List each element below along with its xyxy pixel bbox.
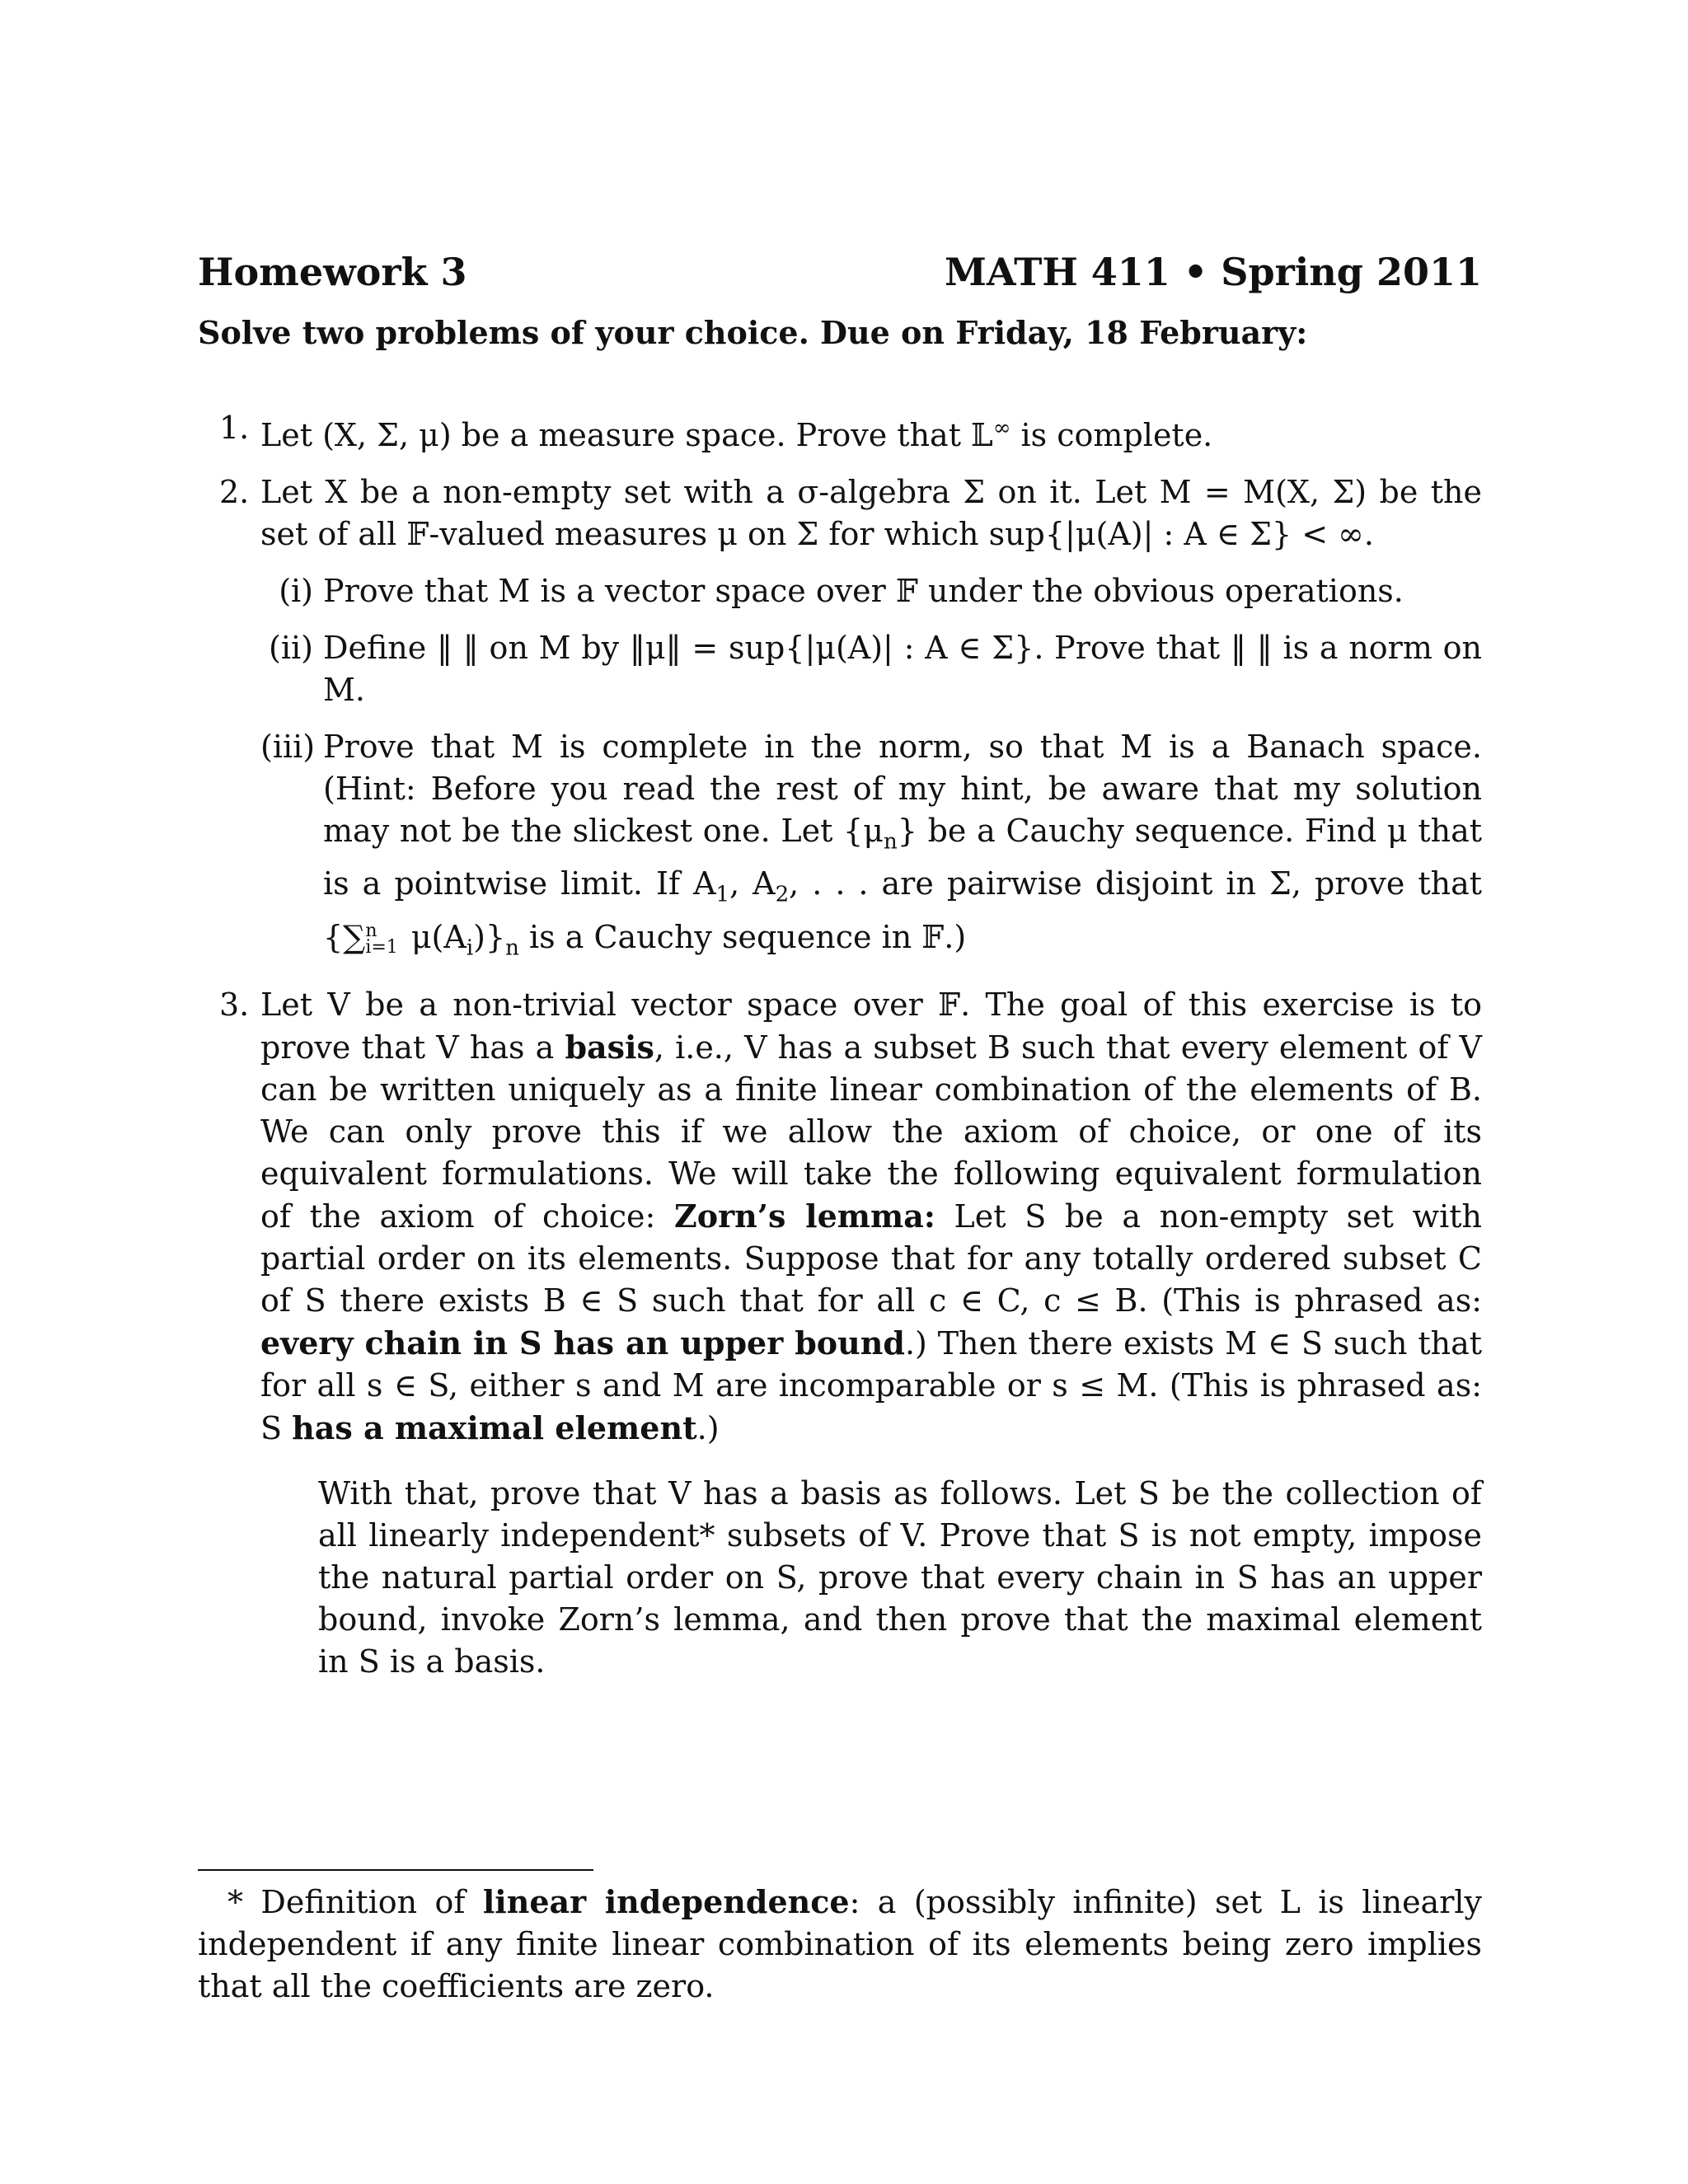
subpart-ii (260, 627, 1482, 711)
text-segment: μ(A (401, 918, 467, 955)
text-segment: is a Cauchy sequence in 𝔽.) (518, 918, 967, 955)
instructions: Solve two problems of your choice. Due on Friday, 18 February: (198, 314, 1308, 351)
infinity-superscript: ∞ (992, 415, 1011, 440)
subscript: 1 (715, 882, 730, 907)
subscript: n (883, 829, 898, 855)
header (198, 247, 1482, 305)
bold-term-chain-upper-bound: every chain in S has an upper bound (260, 1324, 905, 1362)
subscript: n (505, 935, 519, 961)
course-info: MATH 411 • Spring 2011 (945, 250, 1482, 294)
text-segment: Prove that M is complete in the norm, so that M is a Banach space. (Hint: Before you read the rest of my hint, be aware that my solution may not be the slickest one. Let {μ (323, 728, 1482, 849)
problem-number: 1. (219, 410, 250, 446)
bold-term-linear-independence: linear independence (482, 1883, 850, 1920)
subpart-label: (i) (279, 572, 313, 609)
sum-limits (365, 923, 397, 956)
problem-3-paragraph: With that, prove that V has a basis as follows. Let S be the collection of all linearly independent* subsets of V. Prove that S is not empty, impose the natural partial order on S, prove that every chain in S has an upper bound, invoke Zorn’s lemma, and then prove that the maximal element in S is a basis. (318, 1475, 1482, 1680)
problem-text (260, 417, 1212, 453)
bold-term-zorns-lemma: Zorn’s lemma: (674, 1197, 935, 1235)
problem-1 (198, 407, 1482, 457)
bold-term-maximal-element: has a maximal element (292, 1409, 697, 1447)
text-segment: , . . . are pairwise disjoint in Σ, prove that {∑ (323, 865, 1482, 955)
problem-text: Let X be a non-empty set with a σ-algebra Σ on it. Let M = M(X, Σ) be the set of all 𝔽-valued measures μ on Σ for which sup{|μ(A)| : A ∈ Σ} < ∞. (260, 473, 1482, 552)
footnote (198, 1881, 1482, 2008)
subscript: 2 (775, 882, 790, 907)
text-segment: } be a Cauchy sequence. Find μ that is a pointwise limit. If A (323, 812, 1482, 902)
problem-text (260, 984, 1482, 1450)
sum-lower-limit: i=1 (365, 937, 398, 958)
subpart-text (323, 728, 1482, 961)
subpart-label: (ii) (269, 629, 313, 666)
subpart-i (260, 570, 1482, 612)
problem-1-text-a: Let (X, Σ, μ) be a measure space. Prove that 𝕃 (260, 416, 993, 453)
sum-upper-limit: n (365, 921, 377, 942)
subpart-iii (260, 726, 1482, 970)
text-segment: Let V be a non-trivial vector space over 𝔽. The goal of this exercise is to prove that V has a (260, 987, 1482, 1066)
problem-3 (198, 984, 1482, 1683)
text-segment: , i.e., V has a subset B such that every element of V can be written uniquely as a finite linear combination of the elements of B. We can only prove this if we allow the axiom of choice, or one of its equivalent formulations. We will take the following equivalent formulation of the axiom of choice: (260, 1029, 1482, 1235)
footnote-text: : a (possibly infinite) set L is linearly independent if any finite linear combination of its elements being zero implies that all the coefficients are zero. (198, 1884, 1482, 2004)
subpart-label: (iii) (260, 728, 316, 765)
problem-list (198, 407, 1482, 1698)
text-segment: Let S be a non-empty set with partial order on its elements. Suppose that for any totally ordered subset C of S there exists B ∈ S such that for all c ∈ C, c ≤ B. (This is phrased as: (260, 1198, 1482, 1319)
subpart-text: Prove that M is a vector space over 𝔽 under the obvious operations. (323, 572, 1404, 609)
subscript: i (466, 935, 474, 961)
footnote-text: Definition of (243, 1884, 483, 1920)
problem-1-text-b: is complete. (1010, 416, 1213, 453)
bold-term-basis: basis (565, 1029, 654, 1066)
problem-2 (198, 471, 1482, 970)
text-segment: .) (696, 1410, 720, 1447)
homework-title: Homework 3 (198, 250, 467, 294)
text-segment: )} (473, 918, 506, 955)
text-segment: , A (729, 865, 776, 902)
text-segment: .) Then there exists M ∈ S such that for all s ∈ S, either s and M are incomparable or s ≤ M. (This is phrased as: S (260, 1325, 1482, 1447)
footnote-rule (198, 1869, 593, 1871)
problem-number: 3. (219, 987, 250, 1024)
problem-number: 2. (219, 473, 250, 510)
footnote-marker: * (227, 1884, 243, 1920)
subpart-text: Define ‖ ‖ on M by ‖μ‖ = sup{|μ(A)| : A ∈ Σ}. Prove that ‖ ‖ is a norm on M. (323, 629, 1482, 708)
